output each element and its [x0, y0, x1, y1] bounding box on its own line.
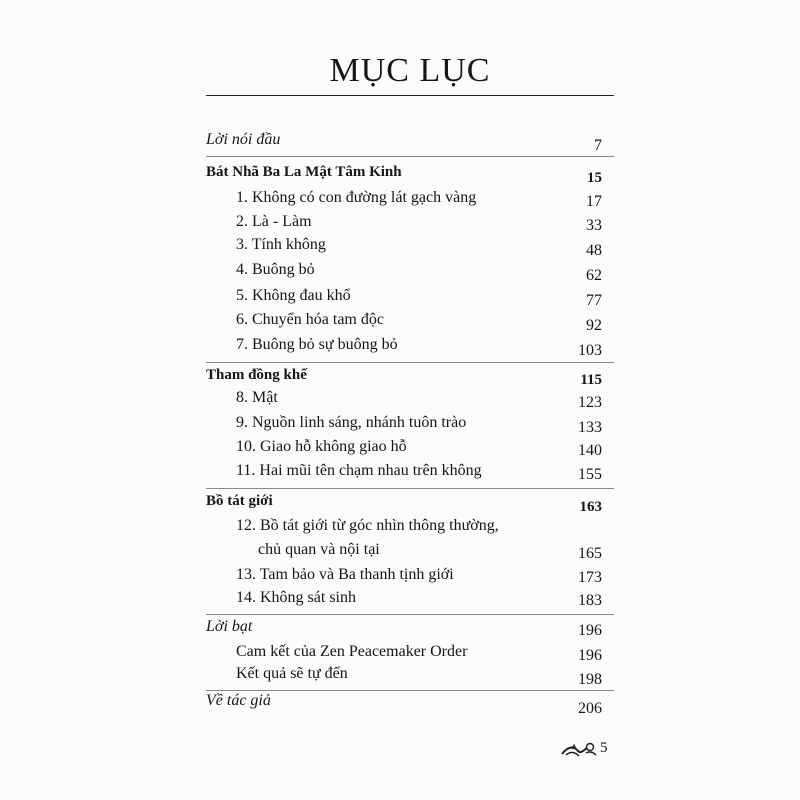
toc-entry-about-author: [206, 692, 602, 716]
toc-chapter-label: 6. Chuyển hóa tam độc: [236, 311, 384, 328]
toc-chapter: [206, 589, 602, 613]
toc-chapter-label: 5. Không đau khổ: [236, 287, 351, 304]
section-divider: [206, 362, 614, 363]
toc-section-page: 115: [580, 372, 602, 388]
toc-chapter-page: 133: [578, 419, 602, 436]
toc-chapter-label: Kết quả sẽ tự đến: [236, 665, 348, 682]
toc-entry-page: 196: [578, 622, 602, 639]
toc-chapter-label: 4. Buông bỏ: [236, 261, 315, 278]
title-underline: [206, 95, 614, 96]
toc-chapter-page: 48: [586, 242, 602, 259]
toc-chapter-label: 7. Buông bỏ sự buông bỏ: [236, 336, 398, 353]
toc-chapter: [206, 389, 602, 413]
toc-chapter-page: 155: [578, 466, 602, 483]
toc-chapter-page: 123: [578, 394, 602, 411]
toc-chapter-label: 2. Là - Làm: [236, 213, 312, 230]
toc-chapter: [206, 665, 602, 689]
toc-entry-label: Lời nói đầu: [206, 131, 281, 148]
toc-chapter-label: 1. Không có con đường lát gạch vàng: [236, 189, 477, 206]
toc-chapter-label: Cam kết của Zen Peacemaker Order: [236, 643, 468, 660]
page-number: 5: [600, 740, 608, 756]
page-footer: [560, 738, 620, 760]
toc-entry-page: 206: [578, 700, 602, 717]
section-divider: [206, 488, 614, 489]
toc-chapter-label: 8. Mật: [236, 389, 278, 406]
toc-chapter-page: 173: [578, 569, 602, 586]
toc-section-page: 15: [587, 170, 602, 186]
toc-chapter-page: 92: [586, 317, 602, 334]
toc-chapter: [206, 336, 602, 360]
toc-chapter-label: chủ quan và nội tại: [258, 541, 380, 558]
toc-chapter-page: 62: [586, 267, 602, 284]
section-divider: [206, 156, 614, 157]
toc-chapter: [206, 261, 602, 285]
toc-chapter: [206, 643, 602, 667]
toc-chapter-page: 140: [578, 442, 602, 459]
toc-chapter: [206, 189, 602, 213]
toc-chapter: [206, 213, 602, 237]
toc-chapter: [206, 414, 602, 438]
toc-chapter-page: 196: [578, 647, 602, 664]
toc-chapter-continuation: [206, 541, 602, 565]
ornament-icon: [560, 738, 600, 760]
toc-section-label: Bát Nhã Ba La Mật Tâm Kinh: [206, 164, 402, 180]
toc-section-sandokai: [206, 367, 602, 391]
toc-chapter: [206, 287, 602, 311]
toc-chapter-page: 183: [578, 592, 602, 609]
toc-chapter: [206, 517, 602, 541]
toc-entry-preface: [206, 131, 602, 155]
toc-chapter-label: 13. Tam bảo và Ba thanh tịnh giới: [236, 566, 454, 583]
toc-entry-label: Lời bạt: [206, 618, 253, 635]
toc-chapter-page: 33: [586, 217, 602, 234]
toc-section-label: Bồ tát giới: [206, 493, 273, 509]
page-title: MỤC LỤC: [329, 52, 491, 89]
toc-chapter-page: 165: [578, 545, 602, 562]
toc-chapter-label: 9. Nguồn linh sáng, nhánh tuôn trào: [236, 414, 467, 431]
toc-entry-page: 7: [594, 137, 602, 154]
toc-chapter-label: 3. Tính không: [236, 236, 326, 253]
toc-chapter: [206, 311, 602, 335]
toc-section-bodhisattva-precepts: [206, 493, 602, 517]
toc-chapter: [206, 438, 602, 462]
toc-chapter-label: 14. Không sát sinh: [236, 589, 356, 606]
toc-chapter-page: 17: [586, 193, 602, 210]
toc-chapter-page: 77: [586, 292, 602, 309]
toc-chapter-label: 12. Bồ tát giới từ góc nhìn thông thường,: [236, 517, 499, 534]
toc-section-label: Tham đồng khế: [206, 367, 307, 383]
toc-chapter: [206, 462, 602, 486]
toc-chapter-label: 10. Giao hỗ không giao hỗ: [236, 438, 407, 455]
section-divider: [206, 690, 614, 691]
toc-section-page: 163: [579, 499, 602, 515]
toc-chapter-label: 11. Hai mũi tên chạm nhau trên không: [236, 462, 482, 479]
toc-chapter-page: 103: [578, 342, 602, 359]
toc-chapter: [206, 566, 602, 590]
toc-section-heart-sutra: [206, 164, 602, 188]
toc-chapter: [206, 236, 602, 260]
toc-entry-afterword: [206, 618, 602, 642]
toc-entry-label: Về tác giả: [206, 692, 271, 709]
section-divider: [206, 614, 614, 615]
toc-chapter-page: 198: [578, 671, 602, 688]
